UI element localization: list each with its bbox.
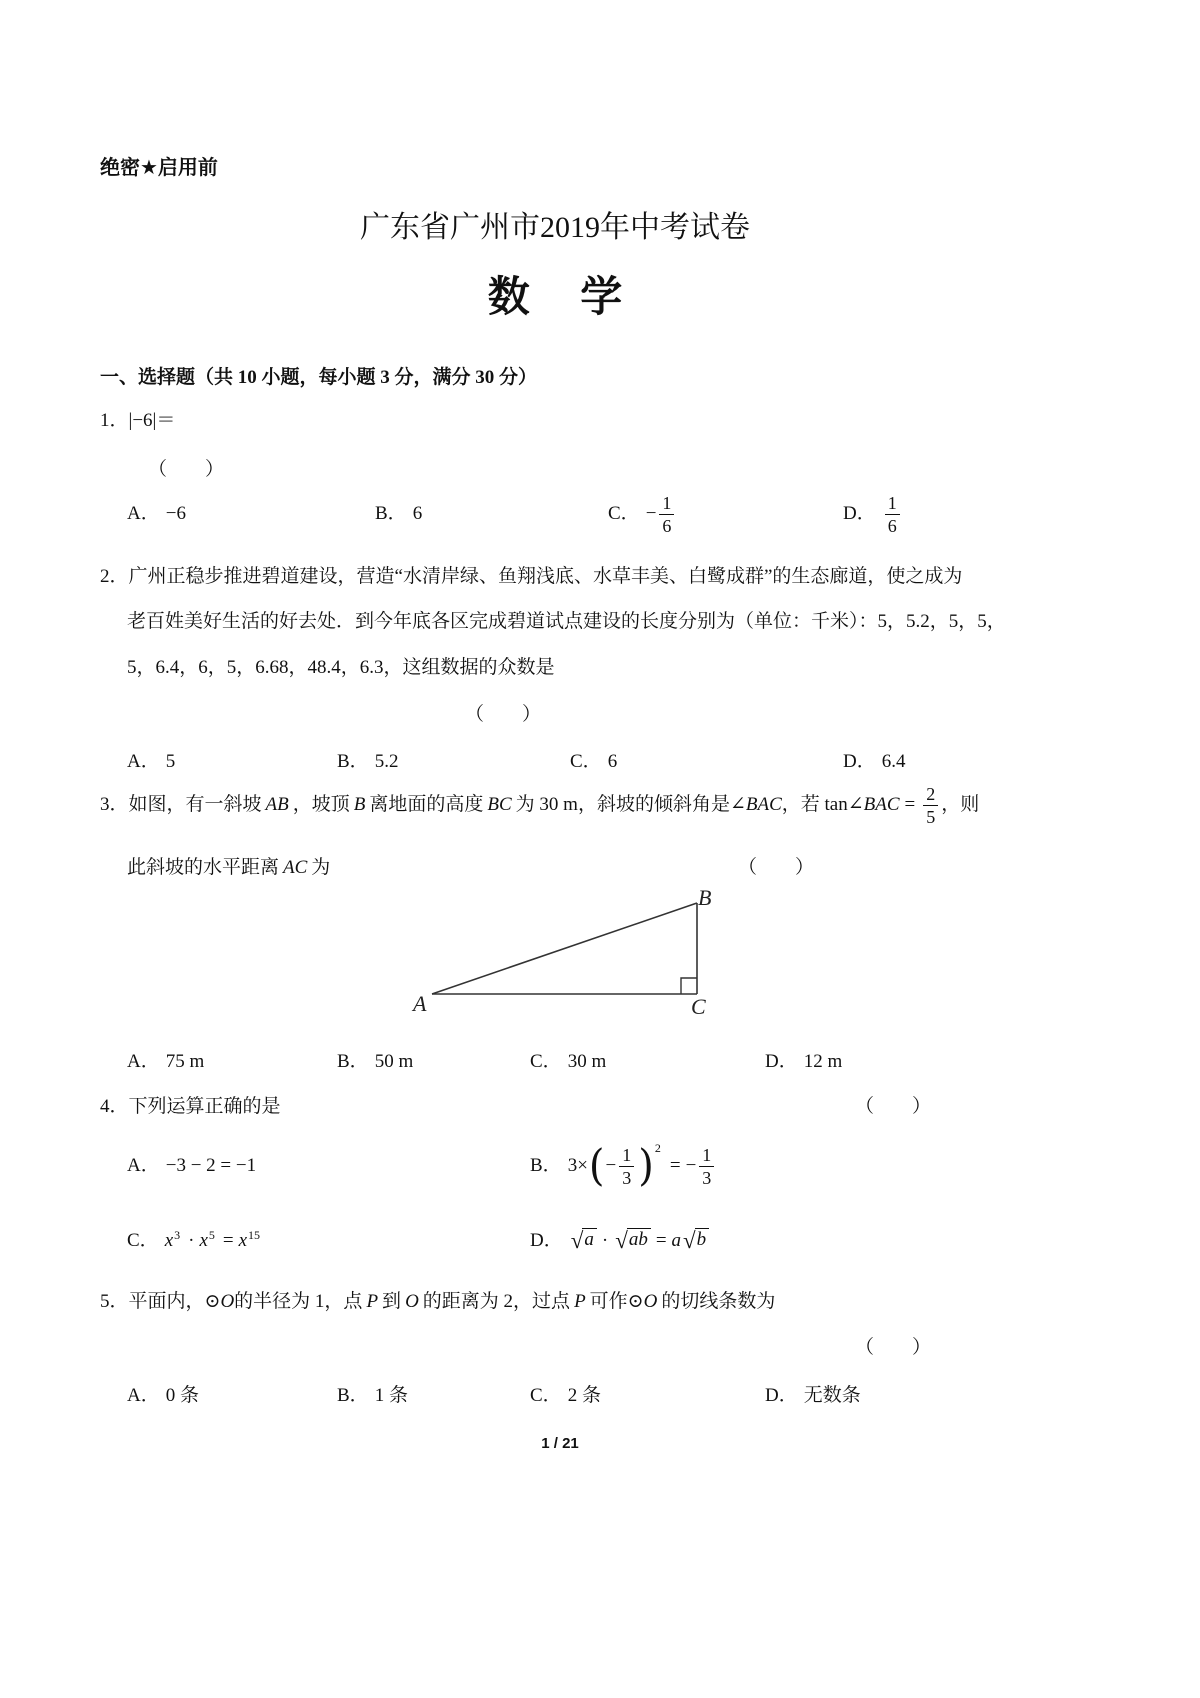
question-text: ，则 xyxy=(941,794,980,815)
option-b xyxy=(337,749,398,775)
option-value: 6.4 xyxy=(881,751,906,772)
option-label: B． xyxy=(337,1385,369,1406)
option-label: C． xyxy=(608,503,640,524)
slope-triangle-figure xyxy=(400,880,730,1020)
option-c xyxy=(608,489,677,539)
question-text: ，若 tan∠ xyxy=(781,794,864,815)
base-variable: x xyxy=(238,1230,248,1251)
point-variable: O xyxy=(405,1291,419,1312)
option-value: 12 m xyxy=(803,1051,843,1072)
question-stem: |−6|＝ xyxy=(128,410,176,431)
option-b xyxy=(530,1138,717,1194)
question-text: ，坡顶 xyxy=(292,794,350,815)
question-text: 的半径为 1，点 xyxy=(234,1291,363,1312)
option-b xyxy=(337,1049,413,1075)
fraction xyxy=(619,1145,634,1188)
question-number: 3． xyxy=(100,794,129,815)
fraction-numerator: 1 xyxy=(659,493,674,515)
option-b xyxy=(337,1383,408,1409)
option-b xyxy=(375,489,422,539)
option-a xyxy=(127,1049,204,1075)
square-root-sign: √ xyxy=(683,1228,696,1253)
option-label: B． xyxy=(337,1051,369,1072)
right-parenthesis: ) xyxy=(638,1141,654,1191)
question-text: 为 30 m，斜坡的倾斜角是∠ xyxy=(515,794,746,815)
coefficient: 3× xyxy=(567,1155,588,1176)
question-3-line-2 xyxy=(127,855,330,881)
option-d xyxy=(530,1221,709,1261)
option-d xyxy=(843,749,905,775)
option-d xyxy=(765,1383,861,1409)
radicand: a xyxy=(582,1228,597,1250)
option-c xyxy=(127,1221,263,1261)
fraction xyxy=(885,493,900,536)
question-number: 2． xyxy=(100,566,129,587)
fraction-denominator: 3 xyxy=(622,1167,632,1188)
fraction-numerator: 2 xyxy=(923,784,938,806)
left-parenthesis: ( xyxy=(588,1141,605,1191)
segment-variable: AC xyxy=(283,857,308,878)
equals-sign: = xyxy=(669,1155,681,1176)
fraction xyxy=(923,784,938,827)
square-root-sign: √ xyxy=(615,1228,628,1253)
question-text: 离地面的高度 xyxy=(369,794,484,815)
option-label: B． xyxy=(375,503,407,524)
option-value: 5 xyxy=(165,751,176,772)
angle-variable: BAC xyxy=(863,794,900,815)
option-value: 30 m xyxy=(567,1051,607,1072)
question-text: 可作⊙ xyxy=(589,1291,644,1312)
option-value: 50 m xyxy=(374,1051,414,1072)
equals-sign: = xyxy=(222,1230,234,1251)
radicand: ab xyxy=(627,1228,651,1250)
radicand: b xyxy=(695,1228,710,1250)
minus-sign: − xyxy=(685,1155,697,1176)
option-c xyxy=(570,749,617,775)
fraction xyxy=(699,1145,714,1188)
right-angle-marker xyxy=(681,978,697,994)
equals-sign: = xyxy=(904,794,916,815)
option-a xyxy=(127,1138,256,1194)
question-text: 到 xyxy=(382,1291,402,1312)
point-variable: P xyxy=(366,1291,379,1312)
base-variable: x xyxy=(164,1230,174,1251)
question-1-stem-line xyxy=(100,408,175,434)
page-number: 1 / 21 xyxy=(541,1435,579,1452)
confidential-mark: 绝密★启用前 xyxy=(100,157,218,179)
option-label: D． xyxy=(765,1051,798,1072)
segment-variable: BC xyxy=(487,794,512,815)
question-number: 5． xyxy=(100,1291,129,1312)
option-value: 2 条 xyxy=(567,1385,601,1406)
question-number: 4． xyxy=(100,1096,129,1117)
base-variable: x xyxy=(199,1230,208,1251)
question-text: 的切线条数为 xyxy=(661,1291,776,1312)
option-value: 75 m xyxy=(165,1051,205,1072)
option-label: D． xyxy=(530,1230,563,1251)
angle-variable: BAC xyxy=(745,794,782,815)
fraction-numerator: 1 xyxy=(699,1145,714,1167)
option-a xyxy=(127,489,186,539)
fraction-denominator: 6 xyxy=(662,515,672,536)
exponent: 2 xyxy=(654,1141,661,1155)
option-value: −6 xyxy=(165,503,186,524)
option-a xyxy=(127,1383,199,1409)
option-label: C． xyxy=(570,751,602,772)
exponent: 15 xyxy=(248,1227,261,1242)
option-value: 5.2 xyxy=(374,751,399,772)
option-c xyxy=(530,1383,601,1409)
option-value: 无数条 xyxy=(803,1385,861,1406)
circle-center-variable: O xyxy=(643,1291,658,1312)
option-label: C． xyxy=(127,1230,159,1251)
fraction-denominator: 3 xyxy=(702,1167,712,1188)
question-3-line-1 xyxy=(100,780,979,830)
option-label: D． xyxy=(843,503,876,524)
section-heading: 一、选择题（共 10 小题，每小题 3 分，满分 30 分） xyxy=(100,367,538,388)
option-label: D． xyxy=(843,751,876,772)
question-number: 1． xyxy=(100,410,129,431)
fraction-numerator: 1 xyxy=(619,1145,634,1167)
fraction-denominator: 5 xyxy=(926,806,936,827)
option-value: 0 条 xyxy=(165,1385,199,1406)
exam-title: 广东省广州市2019年中考试卷 xyxy=(360,211,750,244)
coefficient: a xyxy=(671,1230,682,1251)
segment-variable: AB xyxy=(265,794,289,815)
minus-sign: − xyxy=(605,1155,617,1176)
circle-center-variable: O xyxy=(220,1291,235,1312)
option-value: 1 条 xyxy=(374,1385,408,1406)
fraction xyxy=(659,493,674,536)
answer-blank: （ ） xyxy=(855,1337,932,1358)
side-ab xyxy=(432,903,697,994)
question-text: 广州正稳步推进碧道建设，营造“水清岸绿、鱼翔浅底、水草丰美、白鹭成群”的生态廊道，使之成为 xyxy=(128,566,963,587)
option-label: A． xyxy=(127,503,160,524)
question-text: 为 xyxy=(311,857,331,878)
point-variable: P xyxy=(574,1291,586,1312)
option-value: 6 xyxy=(412,503,423,524)
question-5-stem-line xyxy=(100,1289,775,1315)
question-2-line-3: 5，6.4，6，5，6.68，48.4，6.3，这组数据的众数是 xyxy=(127,657,555,678)
option-label: A． xyxy=(127,1155,160,1176)
subject-title: 数 学 xyxy=(487,275,623,321)
exponent: 5 xyxy=(208,1227,215,1242)
fraction-numerator: 1 xyxy=(885,493,900,515)
math-expression: −3 − 2 = −1 xyxy=(165,1155,257,1176)
option-c xyxy=(530,1049,606,1075)
option-value: 6 xyxy=(607,751,618,772)
question-text: 平面内，⊙ xyxy=(128,1291,221,1312)
multiply-dot: · xyxy=(601,1230,609,1251)
math-expression xyxy=(165,1228,263,1254)
option-d xyxy=(843,489,903,539)
option-label: C． xyxy=(530,1385,562,1406)
minus-sign: − xyxy=(645,503,657,524)
option-label: B． xyxy=(530,1155,562,1176)
question-text: 如图，有一斜坡 xyxy=(128,794,262,815)
answer-blank: （ ） xyxy=(738,857,815,878)
question-2-line-2: 老百姓美好生活的好去处．到今年底各区完成碧道试点建设的长度分别为（单位：千米）：5，5.2，5，5， xyxy=(127,611,1006,632)
option-label: C． xyxy=(530,1051,562,1072)
option-label: B． xyxy=(337,751,369,772)
question-stem: 下列运算正确的是 xyxy=(128,1096,281,1117)
question-4-stem-line xyxy=(100,1094,281,1120)
multiply-dot: · xyxy=(188,1230,195,1251)
square-root-sign: √ xyxy=(570,1228,584,1253)
question-text: 此斜坡的水平距离 xyxy=(127,857,280,878)
figure-label-b: B xyxy=(698,885,712,910)
option-label: A． xyxy=(127,1385,160,1406)
point-variable: B xyxy=(353,794,366,815)
equals-sign: = xyxy=(655,1230,667,1251)
figure-label-a: A xyxy=(413,991,427,1016)
exponent: 3 xyxy=(174,1227,181,1242)
option-a xyxy=(127,749,175,775)
option-label: A． xyxy=(127,1051,160,1072)
answer-blank: （ ） xyxy=(465,704,542,725)
answer-blank: （ ） xyxy=(855,1096,932,1117)
answer-blank: （ ） xyxy=(148,459,225,480)
fraction-denominator: 6 xyxy=(887,515,897,536)
figure-label-c: C xyxy=(691,994,706,1019)
option-label: A． xyxy=(127,751,160,772)
question-2-line-1 xyxy=(100,564,962,590)
option-d xyxy=(765,1049,842,1075)
option-label: D． xyxy=(765,1385,798,1406)
question-text: 的距离为 2，过点 xyxy=(422,1291,571,1312)
